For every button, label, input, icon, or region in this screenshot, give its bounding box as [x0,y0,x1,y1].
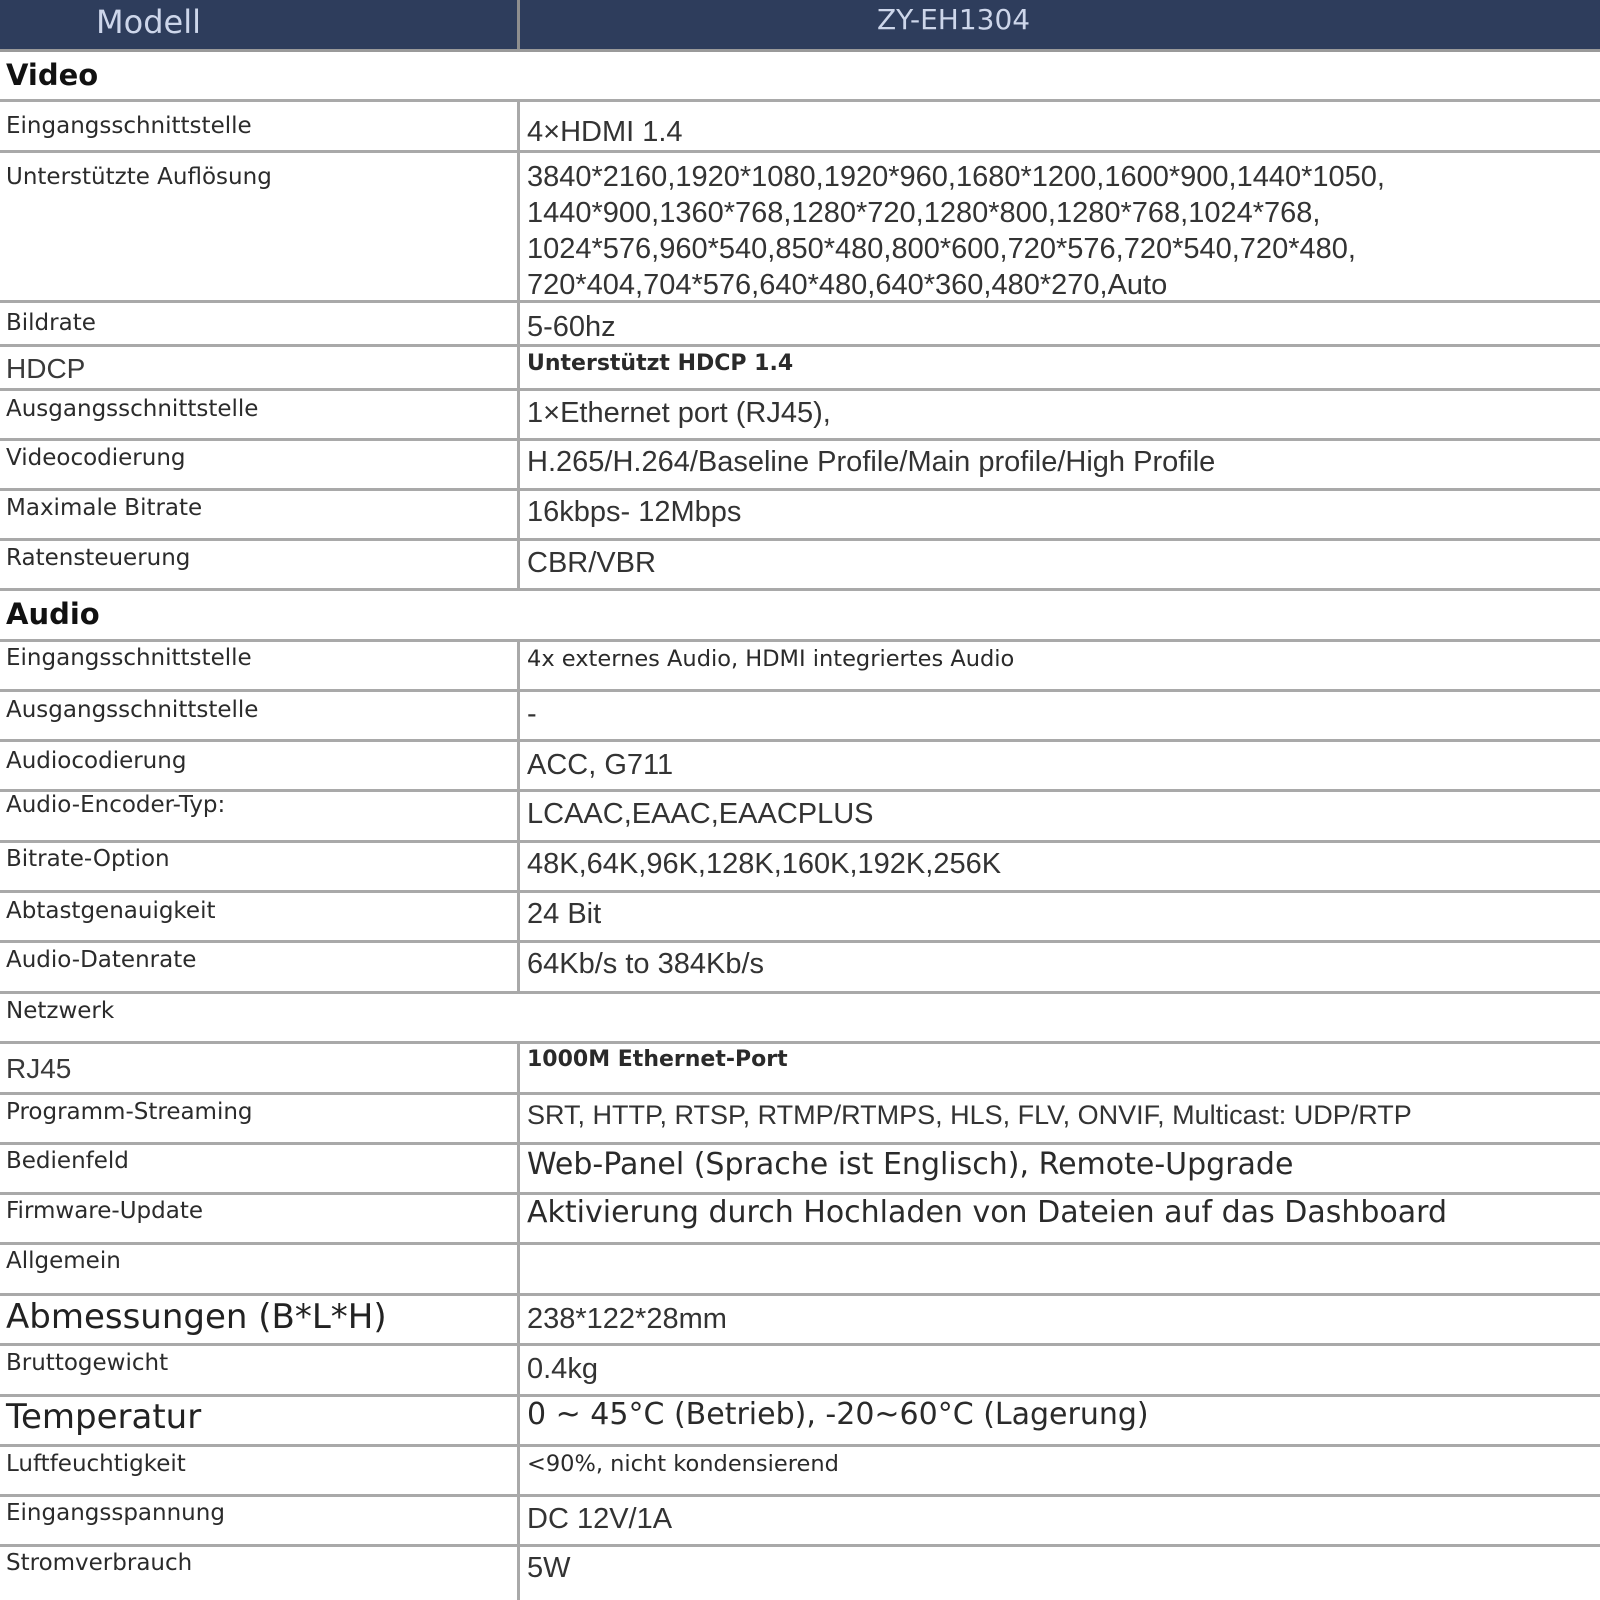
row-value: 48K,64K,96K,128K,160K,192K,256K [527,848,1002,880]
table-row [0,1145,1600,1195]
row-label: Maximale Bitrate [6,495,203,521]
table-row [0,303,1600,347]
row-label: Audio-Datenrate [6,947,197,973]
row-label: Temperatur [6,1397,202,1437]
section-video [0,52,1600,102]
row-label: Audio-Encoder-Typ: [6,792,226,818]
row-label: Videocodierung [6,445,186,471]
header-model-cell [517,0,1600,49]
section-audio [0,591,1600,642]
row-label: Unterstützte Auflösung [6,164,272,190]
row-label: Eingangsspannung [6,1500,225,1526]
row-label: Bedienfeld [6,1148,129,1174]
resolution-line: 720*404,704*576,640*480,640*360,480*270,Auto [527,269,1168,300]
row-label: Audiocodierung [6,748,187,774]
row-value: 5W [527,1552,571,1584]
table-row [0,102,1600,153]
row-value: SRT, HTTP, RTSP, RTMP/RTMPS, HLS, FLV, ONVIF, Multicast: UDP/RTP [527,1100,1412,1130]
section-general [0,1245,1600,1296]
row-value: 4×HDMI 1.4 [527,116,683,148]
row-value: 24 Bit [527,898,602,930]
row-value: 1×Ethernet port (RJ45), [527,397,831,429]
section-title-audio: Audio [6,597,100,631]
row-value: LCAAC,EAAC,EAACPLUS [527,798,874,830]
table-row [0,1547,1600,1600]
table-row [0,1397,1600,1447]
row-value: 4x externes Audio, HDMI integriertes Audio [527,646,1015,672]
row-label: Firmware-Update [6,1198,204,1224]
section-title-general: Allgemein [6,1248,121,1274]
resolution-line: 3840*2160,1920*1080,1920*960,1680*1200,1600*900,1440*1050, [527,161,1385,193]
table-row [0,541,1600,591]
row-value: Unterstützt HDCP 1.4 [527,351,794,376]
table-row [0,1044,1600,1095]
table-row [0,491,1600,541]
row-label: Bitrate-Option [6,846,170,872]
section-network [0,994,1600,1044]
table-row [0,441,1600,491]
row-value: 238*122*28mm [527,1303,727,1335]
row-label: Ausgangsschnittstelle [6,396,259,422]
table-row [0,792,1600,843]
row-value: 0 ~ 45°C (Betrieb), -20~60°C (Lagerung) [527,1397,1149,1432]
table-row [0,742,1600,792]
table-row [0,391,1600,441]
row-value: CBR/VBR [527,547,656,579]
row-label: Bruttogewicht [6,1350,169,1376]
row-label: HDCP [6,353,86,384]
row-label: Eingangsschnittstelle [6,113,252,139]
table-header [0,0,1600,52]
table-row [0,1497,1600,1547]
section-title-network: Netzwerk [6,998,115,1024]
row-value: 64Kb/s to 384Kb/s [527,948,764,980]
table-row [0,642,1600,692]
row-value: 5-60hz [527,311,616,343]
table-row [0,692,1600,742]
row-label: Ratensteuerung [6,545,191,571]
row-value: 0.4kg [527,1353,598,1385]
row-label: Eingangsschnittstelle [6,645,252,671]
header-label: Modell [96,3,201,41]
resolution-line: 1024*576,960*540,850*480,800*600,720*576,720*540,720*480, [527,233,1356,265]
row-label: Abmessungen (B*L*H) [6,1297,387,1337]
section-title-video: Video [6,58,99,92]
row-value: Web-Panel (Sprache ist Englisch), Remote-Upgrade [527,1147,1294,1182]
row-value: H.265/H.264/Baseline Profile/Main profile/High Profile [527,446,1216,478]
row-label: Stromverbrauch [6,1550,193,1576]
header-label-cell [0,0,517,49]
table-row [0,1195,1600,1245]
row-value: DC 12V/1A [527,1503,673,1535]
table-row [0,943,1600,994]
table-row [0,153,1600,303]
table-row [0,1095,1600,1145]
row-value: ACC, G711 [527,749,674,781]
model-number: ZY-EH1304 [877,3,1031,36]
table-row [0,893,1600,943]
row-label: Programm-Streaming [6,1099,253,1125]
row-label: Luftfeuchtigkeit [6,1451,186,1477]
resolution-list [527,153,1600,300]
resolution-line: 1440*900,1360*768,1280*720,1280*800,1280*768,1024*768, [527,197,1321,229]
row-label: Bildrate [6,310,96,336]
table-row [0,347,1600,391]
table-row [0,843,1600,893]
table-row [0,1447,1600,1497]
table-row [0,1296,1600,1346]
row-value: <90%, nicht kondensierend [527,1451,839,1477]
row-value: 1000M Ethernet-Port [527,1047,788,1072]
row-label: Ausgangsschnittstelle [6,697,259,723]
row-value: - [527,698,537,730]
table-row [0,1346,1600,1397]
row-label: Abtastgenauigkeit [6,898,216,924]
row-value: Aktivierung durch Hochladen von Dateien auf das Dashboard [527,1195,1447,1230]
row-value: 16kbps- 12Mbps [527,496,742,528]
row-label: RJ45 [6,1053,72,1084]
